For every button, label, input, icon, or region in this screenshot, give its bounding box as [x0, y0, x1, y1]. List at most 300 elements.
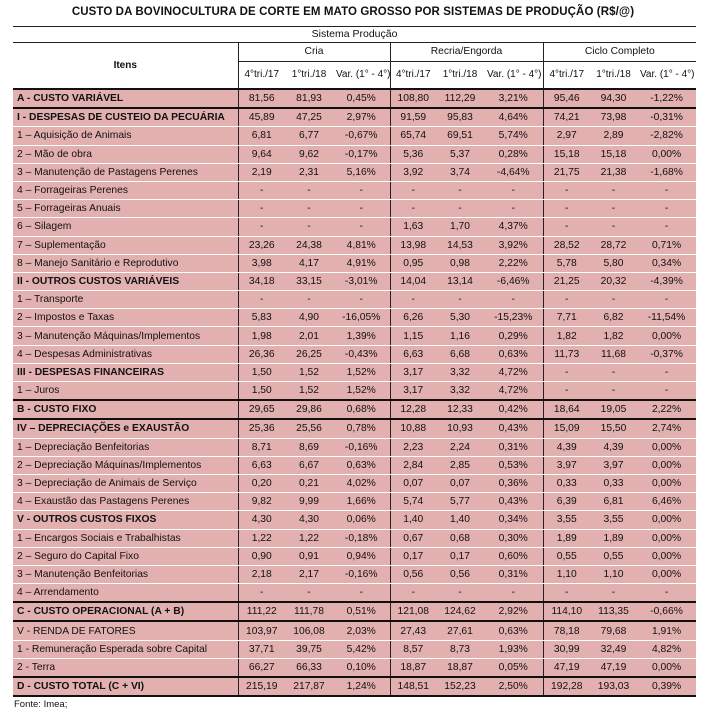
cell-value: 0,63% — [333, 456, 390, 474]
table-row — [13, 291, 696, 309]
source-note: Fonte: Imea; — [14, 699, 68, 710]
cell-value: 4,37% — [484, 218, 543, 236]
cell-value: 106,08 — [285, 621, 333, 640]
cell-value: 0,00% — [637, 474, 696, 492]
cell-value: 1,91% — [637, 621, 696, 640]
row-label: 1 – Aquisição de Animais — [13, 127, 238, 145]
cell-value: 0,00% — [637, 547, 696, 565]
table-row — [13, 438, 696, 456]
cell-value: 1,93% — [484, 640, 543, 658]
cell-value: 113,35 — [590, 602, 637, 621]
cell-value: 3,97 — [590, 456, 637, 474]
cell-value: 2,18 — [238, 565, 285, 583]
cell-value: 47,19 — [543, 658, 590, 677]
cell-value: 1,52 — [285, 382, 333, 401]
cell-value: 1,52% — [333, 382, 390, 401]
cell-value: 0,98 — [436, 254, 484, 272]
cell-value: -0,37% — [637, 345, 696, 363]
cell-value: 1,89 — [590, 529, 637, 547]
table-row — [13, 511, 696, 529]
cell-value: 9,62 — [285, 145, 333, 163]
cell-value: 12,28 — [390, 400, 436, 419]
cell-value: 6,63 — [238, 456, 285, 474]
cell-value: 5,37 — [436, 145, 484, 163]
cell-value: -11,54% — [637, 309, 696, 327]
cell-value: - — [390, 291, 436, 309]
row-label: 3 – Manutenção Benfeitorias — [13, 565, 238, 583]
table-title: CUSTO DA BOVINOCULTURA DE CORTE EM MATO GROSSO POR SISTEMAS DE PRODUÇÃO (R$/@) — [71, 6, 635, 18]
table-row — [13, 677, 696, 696]
cell-value: 37,71 — [238, 640, 285, 658]
cell-value: 3,32 — [436, 382, 484, 401]
cell-value: 20,32 — [590, 272, 637, 290]
cell-value: -1,68% — [637, 163, 696, 181]
table-row — [13, 108, 696, 127]
cell-value: 0,68% — [333, 400, 390, 419]
cell-value: - — [590, 584, 637, 603]
cell-value: 1,24% — [333, 677, 390, 696]
cell-value: 0,36% — [484, 474, 543, 492]
cell-value: 4,39 — [543, 438, 590, 456]
row-label: 4 – Exaustão das Pastagens Perenes — [13, 493, 238, 511]
cell-value: 2,97% — [333, 108, 390, 127]
cell-value: 1,50 — [238, 382, 285, 401]
subcolumn-header: 1°tri./18 — [590, 62, 637, 90]
cell-value: 1,50 — [238, 363, 285, 381]
cell-value: 6,82 — [590, 309, 637, 327]
table-row — [13, 272, 696, 290]
cell-value: 39,75 — [285, 640, 333, 658]
row-label: IV – DEPRECIAÇÕES e EXAUSTÃO — [13, 419, 238, 438]
table-row — [13, 254, 696, 272]
table-row — [13, 145, 696, 163]
cell-value: 2,03% — [333, 621, 390, 640]
cell-value: 28,72 — [590, 236, 637, 254]
cell-value: 0,00% — [637, 456, 696, 474]
table-row — [13, 382, 696, 401]
cell-value: 0,29% — [484, 327, 543, 345]
table-row — [13, 621, 696, 640]
subcolumn-header: 1°tri./18 — [285, 62, 333, 90]
cell-value: 1,22 — [285, 529, 333, 547]
row-label: 3 – Manutenção Máquinas/Implementos — [13, 327, 238, 345]
cell-value: 0,68 — [436, 529, 484, 547]
cell-value: 9,82 — [238, 493, 285, 511]
row-label: 4 – Arrendamento — [13, 584, 238, 603]
cell-value: 32,49 — [590, 640, 637, 658]
subcolumn-header: 4°tri./17 — [238, 62, 285, 90]
cell-value: 5,80 — [590, 254, 637, 272]
table-row — [13, 327, 696, 345]
subcolumn-header: Var. (1° - 4°) — [333, 62, 390, 90]
cell-value: 18,87 — [390, 658, 436, 677]
row-label: I - DESPESAS DE CUSTEIO DA PECUÁRIA — [13, 108, 238, 127]
row-label: 3 – Manutenção de Pastagens Perenes — [13, 163, 238, 181]
cell-value: 1,89 — [543, 529, 590, 547]
cell-value: - — [590, 291, 637, 309]
cell-value: - — [436, 181, 484, 199]
cell-value: 0,34% — [484, 511, 543, 529]
cell-value: 14,53 — [436, 236, 484, 254]
cell-value: 2,31 — [285, 163, 333, 181]
cell-value: 25,56 — [285, 419, 333, 438]
cell-value: -0,67% — [333, 127, 390, 145]
cell-value: - — [543, 200, 590, 218]
cell-value: 73,98 — [590, 108, 637, 127]
cell-value: 9,64 — [238, 145, 285, 163]
cell-value: 0,63% — [484, 621, 543, 640]
table-row — [13, 218, 696, 236]
cell-value: 2,01 — [285, 327, 333, 345]
row-label: 4 – Despesas Administrativas — [13, 345, 238, 363]
cell-value: 121,08 — [390, 602, 436, 621]
row-label: A - CUSTO VARIÁVEL — [13, 89, 238, 108]
cell-value: 5,36 — [390, 145, 436, 163]
cell-value: 1,40 — [390, 511, 436, 529]
cell-value: 8,57 — [390, 640, 436, 658]
cell-value: 0,90 — [238, 547, 285, 565]
cell-value: - — [333, 584, 390, 603]
cell-value: 5,42% — [333, 640, 390, 658]
cell-value: 0,43% — [484, 493, 543, 511]
cell-value: - — [285, 291, 333, 309]
cell-value: 2,89 — [590, 127, 637, 145]
table-row — [13, 529, 696, 547]
cell-value: 8,69 — [285, 438, 333, 456]
row-label: III - DESPESAS FINANCEIRAS — [13, 363, 238, 381]
cell-value: 0,20 — [238, 474, 285, 492]
cell-value: 0,94% — [333, 547, 390, 565]
cell-value: 10,93 — [436, 419, 484, 438]
cell-value: 4,30 — [285, 511, 333, 529]
cell-value: 12,33 — [436, 400, 484, 419]
table-row — [13, 89, 696, 108]
cell-value: 25,36 — [238, 419, 285, 438]
cell-value: 9,99 — [285, 493, 333, 511]
cell-value: 112,29 — [436, 89, 484, 108]
cell-value: 1,63 — [390, 218, 436, 236]
subcolumn-header: 4°tri./17 — [390, 62, 436, 90]
cell-value: 6,81 — [590, 493, 637, 511]
cell-value: 192,28 — [543, 677, 590, 696]
cell-value: 0,17 — [436, 547, 484, 565]
cell-value: -15,23% — [484, 309, 543, 327]
cell-value: 15,18 — [590, 145, 637, 163]
cell-value: - — [637, 218, 696, 236]
cell-value: - — [390, 200, 436, 218]
cell-value: -16,05% — [333, 309, 390, 327]
cell-value: 6,63 — [390, 345, 436, 363]
cell-value: - — [238, 584, 285, 603]
table-row — [13, 547, 696, 565]
row-label: 1 - Remuneração Esperada sobre Capital — [13, 640, 238, 658]
cell-value: 1,52 — [285, 363, 333, 381]
cell-value: 23,26 — [238, 236, 285, 254]
cell-value: - — [484, 291, 543, 309]
cell-value: - — [285, 584, 333, 603]
cell-value: - — [285, 181, 333, 199]
cell-value: 3,74 — [436, 163, 484, 181]
cell-value: 0,05% — [484, 658, 543, 677]
cell-value: - — [590, 382, 637, 401]
cell-value: 27,61 — [436, 621, 484, 640]
cell-value: 1,39% — [333, 327, 390, 345]
cell-value: - — [543, 382, 590, 401]
cell-value: - — [436, 584, 484, 603]
cell-value: - — [637, 181, 696, 199]
cell-value: 0,06% — [333, 511, 390, 529]
cell-value: - — [285, 200, 333, 218]
table-row — [13, 419, 696, 438]
cell-value: 47,25 — [285, 108, 333, 127]
cell-value: -0,66% — [637, 602, 696, 621]
cell-value: 0,30% — [484, 529, 543, 547]
cell-value: - — [637, 200, 696, 218]
row-label: 1 – Transporte — [13, 291, 238, 309]
cell-value: 65,74 — [390, 127, 436, 145]
cell-value: 0,56 — [436, 565, 484, 583]
cell-value: 66,33 — [285, 658, 333, 677]
cell-value: 6,39 — [543, 493, 590, 511]
cell-value: -0,16% — [333, 438, 390, 456]
cell-value: 2,22% — [637, 400, 696, 419]
table-row — [13, 400, 696, 419]
cell-value: 0,00% — [637, 529, 696, 547]
row-label: 3 – Depreciação de Animais de Serviço — [13, 474, 238, 492]
cell-value: 0,71% — [637, 236, 696, 254]
cell-value: 0,42% — [484, 400, 543, 419]
row-label: 2 - Terra — [13, 658, 238, 677]
table-row — [13, 493, 696, 511]
cell-value: 24,38 — [285, 236, 333, 254]
row-label: II - OUTROS CUSTOS VARIÁVEIS — [13, 272, 238, 290]
table-row — [13, 309, 696, 327]
cell-value: 0,91 — [285, 547, 333, 565]
cell-value: 14,04 — [390, 272, 436, 290]
cell-value: 29,86 — [285, 400, 333, 419]
cell-value: 1,98 — [238, 327, 285, 345]
cell-value: 124,62 — [436, 602, 484, 621]
cell-value: -0,16% — [333, 565, 390, 583]
subcolumn-header: 1°tri./18 — [436, 62, 484, 90]
cell-value: - — [333, 200, 390, 218]
cell-value: - — [543, 584, 590, 603]
subcolumn-header: Var. (1° - 4°) — [637, 62, 696, 90]
cell-value: 193,03 — [590, 677, 637, 696]
cell-value: - — [590, 181, 637, 199]
cell-value: 6,67 — [285, 456, 333, 474]
cell-value: 1,82 — [590, 327, 637, 345]
row-label: V - RENDA DE FATORES — [13, 621, 238, 640]
cost-table — [13, 26, 696, 697]
cell-value: - — [543, 291, 590, 309]
cell-value: 2,23 — [390, 438, 436, 456]
cell-value: 29,65 — [238, 400, 285, 419]
cell-value: 0,45% — [333, 89, 390, 108]
table-row — [13, 363, 696, 381]
cell-value: 0,67 — [390, 529, 436, 547]
cell-value: 0,17 — [390, 547, 436, 565]
cell-value: - — [637, 584, 696, 603]
cell-value: 69,51 — [436, 127, 484, 145]
cell-value: 79,68 — [590, 621, 637, 640]
cell-value: -2,82% — [637, 127, 696, 145]
cell-value: 0,34% — [637, 254, 696, 272]
cell-value: 81,93 — [285, 89, 333, 108]
cell-value: - — [333, 218, 390, 236]
cell-value: 2,74% — [637, 419, 696, 438]
cell-value: - — [543, 181, 590, 199]
cell-value: 15,09 — [543, 419, 590, 438]
cell-value: -3,01% — [333, 272, 390, 290]
cell-value: -0,31% — [637, 108, 696, 127]
cell-value: 21,25 — [543, 272, 590, 290]
cell-value: 3,98 — [238, 254, 285, 272]
row-label: 5 – Forrageiras Anuais — [13, 200, 238, 218]
cell-value: 5,78 — [543, 254, 590, 272]
cell-value: -4,39% — [637, 272, 696, 290]
cell-value: 4,90 — [285, 309, 333, 327]
cell-value: 28,52 — [543, 236, 590, 254]
cell-value: 2,84 — [390, 456, 436, 474]
cell-value: 148,51 — [390, 677, 436, 696]
cell-value: 4,81% — [333, 236, 390, 254]
cell-value: 1,40 — [436, 511, 484, 529]
cell-value: 2,97 — [543, 127, 590, 145]
cell-value: - — [637, 382, 696, 401]
cell-value: - — [590, 200, 637, 218]
cell-value: 1,66% — [333, 493, 390, 511]
cell-value: 18,87 — [436, 658, 484, 677]
row-label: 1 – Depreciação Benfeitorias — [13, 438, 238, 456]
cell-value: 2,24 — [436, 438, 484, 456]
cell-value: 0,53% — [484, 456, 543, 474]
row-label: 4 – Forrageiras Perenes — [13, 181, 238, 199]
cell-value: 0,31% — [484, 565, 543, 583]
cell-value: 18,64 — [543, 400, 590, 419]
table-row — [13, 658, 696, 677]
cell-value: 3,55 — [543, 511, 590, 529]
table-row — [13, 640, 696, 658]
cell-value: 5,30 — [436, 309, 484, 327]
cell-value: 0,33 — [543, 474, 590, 492]
cell-value: - — [484, 584, 543, 603]
cell-value: 103,97 — [238, 621, 285, 640]
cell-value: 21,75 — [543, 163, 590, 181]
cell-value: 0,00% — [637, 327, 696, 345]
cell-value: 3,32 — [436, 363, 484, 381]
cell-value: - — [238, 181, 285, 199]
cell-value: - — [238, 200, 285, 218]
row-label: 2 – Impostos e Taxas — [13, 309, 238, 327]
cell-value: 1,10 — [543, 565, 590, 583]
cell-value: 0,95 — [390, 254, 436, 272]
cell-value: 34,18 — [238, 272, 285, 290]
cell-value: 0,78% — [333, 419, 390, 438]
cell-value: 94,30 — [590, 89, 637, 108]
cell-value: 3,17 — [390, 363, 436, 381]
cell-value: -4,64% — [484, 163, 543, 181]
table-row — [13, 456, 696, 474]
cell-value: 4,02% — [333, 474, 390, 492]
cell-value: - — [484, 181, 543, 199]
row-label: 8 – Manejo Sanitário e Reprodutivo — [13, 254, 238, 272]
cell-value: 0,51% — [333, 602, 390, 621]
cell-value: 19,05 — [590, 400, 637, 419]
cell-value: 3,21% — [484, 89, 543, 108]
cell-value: 0,07 — [436, 474, 484, 492]
cell-value: 0,00% — [637, 565, 696, 583]
cell-value: 78,18 — [543, 621, 590, 640]
cell-value: 2,22% — [484, 254, 543, 272]
cell-value: - — [590, 363, 637, 381]
cell-value: 4,17 — [285, 254, 333, 272]
cell-value: 15,18 — [543, 145, 590, 163]
cell-value: - — [285, 218, 333, 236]
cell-value: 4,72% — [484, 382, 543, 401]
subcolumn-header: Var. (1° - 4°) — [484, 62, 543, 90]
cell-value: - — [637, 291, 696, 309]
group-header-ciclo-completo: Ciclo Completo — [543, 43, 696, 62]
cell-value: 2,85 — [436, 456, 484, 474]
cell-value: 0,21 — [285, 474, 333, 492]
cell-value: - — [333, 291, 390, 309]
cell-value: 4,39 — [590, 438, 637, 456]
cell-value: - — [543, 218, 590, 236]
cell-value: - — [543, 363, 590, 381]
cell-value: 108,80 — [390, 89, 436, 108]
cell-value: 91,59 — [390, 108, 436, 127]
row-label: 1 – Juros — [13, 382, 238, 401]
cell-value: 0,00% — [637, 145, 696, 163]
cell-value: -0,18% — [333, 529, 390, 547]
cell-value: 2,17 — [285, 565, 333, 583]
cell-value: 217,87 — [285, 677, 333, 696]
cell-value: 95,46 — [543, 89, 590, 108]
cell-value: - — [333, 181, 390, 199]
cell-value: 26,36 — [238, 345, 285, 363]
cell-value: 215,19 — [238, 677, 285, 696]
table-row — [13, 565, 696, 583]
cell-value: 4,91% — [333, 254, 390, 272]
cell-value: 2,19 — [238, 163, 285, 181]
cell-value: - — [238, 218, 285, 236]
table-row — [13, 345, 696, 363]
row-label: D - CUSTO TOTAL (C + VI) — [13, 677, 238, 696]
table-row — [13, 127, 696, 145]
cell-value: 30,99 — [543, 640, 590, 658]
cell-value: 13,14 — [436, 272, 484, 290]
cell-value: 0,28% — [484, 145, 543, 163]
cell-value: 0,00% — [637, 658, 696, 677]
cell-value: 0,43% — [484, 419, 543, 438]
cell-value: 0,31% — [484, 438, 543, 456]
cell-value: - — [238, 291, 285, 309]
itens-header: Itens — [13, 43, 238, 90]
cell-value: 3,92% — [484, 236, 543, 254]
row-label: 2 – Seguro do Capital Fixo — [13, 547, 238, 565]
cell-value: 0,00% — [637, 511, 696, 529]
sistema-producao-header: Sistema Produção — [13, 27, 696, 43]
cell-value: 0,55 — [543, 547, 590, 565]
cell-value: 6,68 — [436, 345, 484, 363]
cell-value: -0,17% — [333, 145, 390, 163]
table-row — [13, 163, 696, 181]
group-header-cria: Cria — [238, 43, 390, 62]
row-label: 2 – Depreciação Máquinas/Implementos — [13, 456, 238, 474]
cell-value: 74,21 — [543, 108, 590, 127]
cell-value: 47,19 — [590, 658, 637, 677]
